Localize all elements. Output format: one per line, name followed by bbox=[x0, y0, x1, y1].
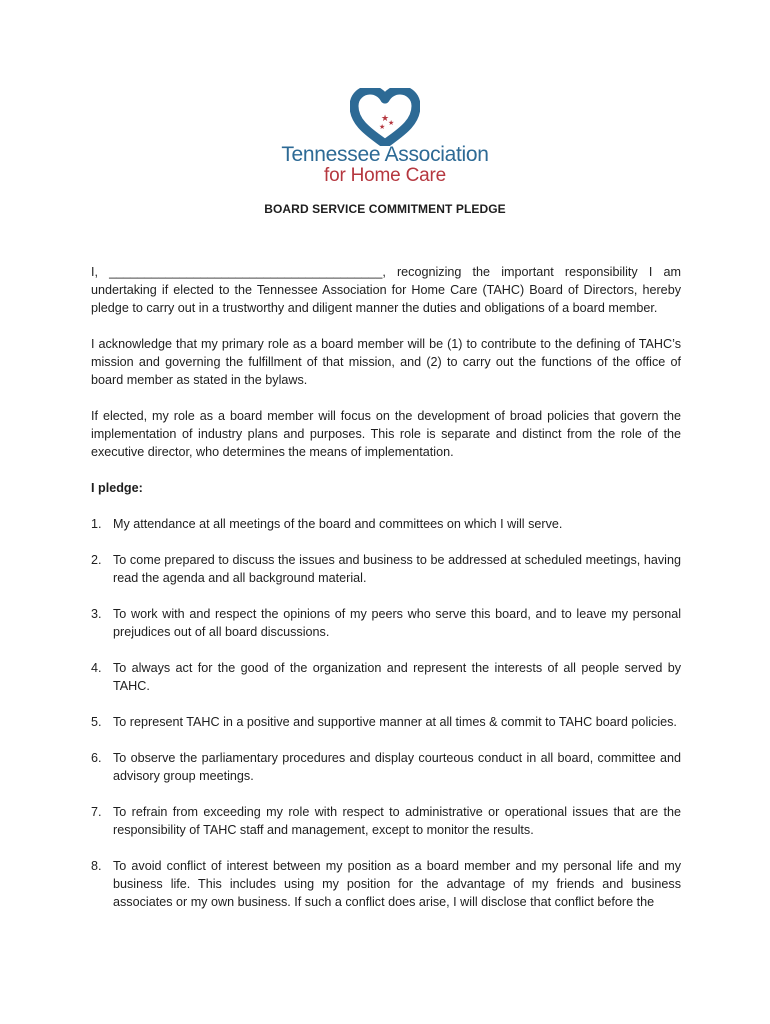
pledge-item bbox=[91, 803, 681, 839]
pledge-item bbox=[91, 659, 681, 695]
pledge-list bbox=[91, 515, 681, 911]
pledge-item bbox=[91, 857, 681, 911]
document-body bbox=[91, 263, 681, 929]
pledge-text: To represent TAHC in a positive and supportive manner at all times & commit to TAHC board policies. bbox=[113, 715, 677, 729]
svg-text:★: ★ bbox=[379, 123, 386, 131]
pledge-text: To come prepared to discuss the issues and business to be addressed at scheduled meetings, having read the agenda and all background material. bbox=[113, 553, 681, 585]
pledge-number: 8. bbox=[91, 859, 102, 873]
document-title: BOARD SERVICE COMMITMENT PLEDGE bbox=[264, 202, 506, 216]
pledge-text: To observe the parliamentary procedures and display courteous conduct in all board, committee and advisory group meetings. bbox=[113, 751, 681, 783]
focus-paragraph: If elected, my role as a board member will focus on the development of broad policies that govern the implementation of industry plans and purposes. This role is separate and distinct from the role of the executive director, who determines the means of implementation. bbox=[91, 409, 681, 459]
pledge-text: To always act for the good of the organization and represent the interests of all people served by TAHC. bbox=[113, 661, 681, 693]
role-paragraph: I acknowledge that my primary role as a board member will be (1) to contribute to the defining of TAHC’s mission and governing the fulfillment of that mission, and (2) to carry out the functions of the office of board member as stated in the bylaws. bbox=[91, 337, 681, 387]
pledge-number: 2. bbox=[91, 553, 102, 567]
pledge-text: My attendance at all meetings of the board and committees on which I will serve. bbox=[113, 517, 563, 531]
pledge-number: 5. bbox=[91, 715, 102, 729]
pledge-number: 7. bbox=[91, 805, 102, 819]
pledge-item bbox=[91, 605, 681, 641]
heart-house-logo-icon bbox=[350, 88, 420, 146]
logo-text-line2: for Home Care bbox=[324, 165, 446, 186]
pledge-number: 3. bbox=[91, 607, 102, 621]
pledge-text: To work with and respect the opinions of my peers who serve this board, and to leave my personal prejudices out of all board discussions. bbox=[113, 607, 681, 639]
intro-paragraph: I, _______________________________________, recognizing the important responsibility I am undertaking if elected to the Tennessee Association for Home Care (TAHC) Board of Directors, hereby pledge to carry out in a trustworthy and diligent manner the duties and obligations of a board member. bbox=[91, 265, 681, 315]
pledge-item bbox=[91, 551, 681, 587]
pledge-number: 4. bbox=[91, 661, 102, 675]
pledge-text: To refrain from exceeding my role with respect to administrative or operational issues that are the responsibility of TAHC staff and management, except to monitor the results. bbox=[113, 805, 681, 837]
pledge-text: To avoid conflict of interest between my position as a board member and my personal life and my business life. This includes using my position for the advantage of my friends and business associates or my own business. If such a conflict does arise, I will disclose that conflict before the bbox=[113, 859, 681, 909]
pledge-item bbox=[91, 515, 681, 533]
svg-text:★: ★ bbox=[388, 119, 395, 127]
logo-text-line1: Tennessee Association bbox=[281, 143, 489, 166]
tahc-logo bbox=[0, 88, 770, 186]
pledge-heading: I pledge: bbox=[91, 481, 143, 495]
pledge-item bbox=[91, 713, 681, 731]
svg-text:★: ★ bbox=[381, 114, 390, 124]
pledge-item bbox=[91, 749, 681, 785]
pledge-number: 1. bbox=[91, 517, 102, 531]
pledge-number: 6. bbox=[91, 751, 102, 765]
